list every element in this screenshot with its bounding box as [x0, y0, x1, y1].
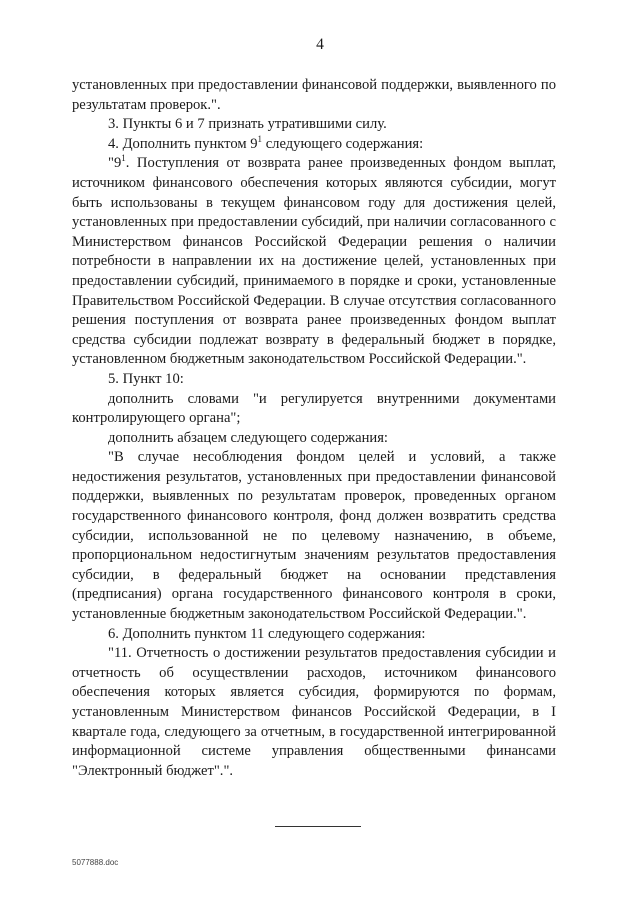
- paragraph-clause-9-1: [72, 154, 556, 370]
- superscript-marker: 1: [121, 153, 126, 164]
- clause-9-1-text: . Поступления от возврата ранее произведенных фондом выплат, источником финансового обеспечения которых являются субсидии, могут быть использованы в текущем финансовом году для достижения целей, установленных при предоставлении субсидий, при наличии согласованного с Министерством финансов Российской Федерации решения о наличии потребности в направлении их на достижение целей, установленных при предоставлении субсидий, принимаемого в порядке и сроки, установленные Правительством Российской Федерации. В случае отсутствия согласованного решения поступления от возврата ранее произведенных фондом выплат средства субсидии подлежат возврату в федеральный бюджет в порядке, установленном бюджетным законодательством Российской Федерации.".: [72, 155, 556, 368]
- paragraph-continuation: установленных при предоставлении финансовой поддержки, выявленного по результатам проверок.".: [72, 77, 556, 113]
- paragraph-item-6: 6. Дополнить пунктом 11 следующего содержания:: [108, 625, 426, 642]
- paragraph-add-words: дополнить словами "и регулируется внутренними документами контролирующего органа";: [72, 390, 556, 427]
- paragraph-item-4-text: 4. Дополнить пунктом 9: [108, 135, 258, 152]
- paragraph-item-4-tail: следующего содержания:: [262, 135, 424, 152]
- document-code: 5077888.doc: [72, 858, 119, 867]
- clause-9-1-open: "9: [108, 155, 122, 172]
- end-divider: [275, 826, 361, 827]
- paragraph-clause-11: "11. Отчетность о достижении результатов предоставления субсидии и отчетность об осуществлении расходов, источником финансового обеспечения которых является субсидия, формируются по формам, установленным Министерством финансов Российской Федерации, в I квартале года, следующего за отчетным, в государственной интегрированной информационной системе управления общественными финансами "Электронный бюджет".".: [72, 645, 556, 779]
- paragraph-item-5: 5. Пункт 10:: [108, 370, 184, 387]
- paragraph-add-subclause: дополнить абзацем следующего содержания:: [108, 429, 388, 446]
- paragraph-item-3: 3. Пункты 6 и 7 признать утратившими силу.: [108, 116, 387, 133]
- page-number: 4: [316, 36, 324, 53]
- document-body: [72, 76, 556, 781]
- paragraph-item-4: [72, 135, 556, 155]
- paragraph-subclause-text: "В случае несоблюдения фондом целей и условий, а также недостижения результатов, установленных при предоставлении финансовой поддержки, выявленных по результатам проверок, проведенных органом государственного финансового контроля, фонд должен возвратить средства субсидии, использованной не по целевому назначению, в объеме, пропорциональном недостигнутым значениям результатов предоставления субсидии, в федеральный бюджет на основании представления (предписания) органа государственного финансового контроля в сроки, установленные бюджетным законодательством Российской Федерации.".: [72, 449, 556, 623]
- superscript-marker: 1: [257, 133, 263, 144]
